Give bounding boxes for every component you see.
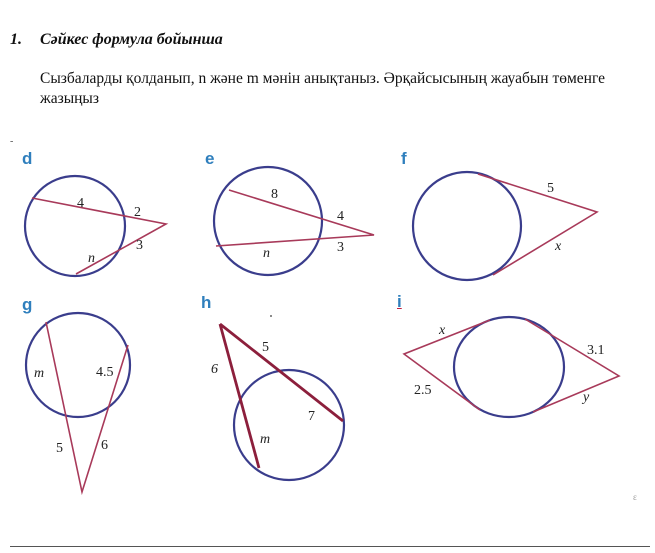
figure-e-value-4: 4	[337, 209, 344, 224]
figure-f-value-5: 5	[547, 181, 554, 196]
answer-line	[10, 546, 650, 547]
figure-h-value-m: m	[260, 432, 271, 447]
figure-i-right-tangents	[525, 319, 619, 412]
figure-label-g: g	[22, 295, 33, 314]
figure-label-d: d	[22, 149, 33, 168]
figure-g-value-5: 5	[56, 441, 63, 456]
figure-g-secants	[46, 322, 128, 492]
figure-f-value-x: x	[555, 239, 562, 254]
figure-f	[413, 172, 597, 280]
instruction-text: Сызбаларды қолданып, n және m мәнін анықтаныз. Әрқайсысының жауабын төменге жазыңыз	[40, 70, 605, 107]
figure-g-value-m: m	[34, 366, 45, 381]
figure-d-value-3: 3	[136, 238, 143, 253]
figure-i	[404, 317, 619, 417]
figure-i-value-3-1: 3.1	[587, 343, 605, 358]
figure-h-value-6: 6	[211, 362, 218, 377]
figure-f-circle	[413, 172, 521, 280]
figure-h-circle	[234, 370, 344, 480]
figure-g	[26, 313, 130, 492]
figure-e-value-n: n	[263, 246, 270, 261]
figure-label-f: f	[401, 149, 407, 168]
figure-g-circle	[26, 313, 130, 417]
figure-label-e: e	[205, 149, 215, 168]
corner-mark: ε	[633, 492, 637, 502]
figure-e-value-3: 3	[337, 240, 344, 255]
figure-g-value-4-5: 4.5	[96, 365, 114, 380]
figure-d-value-2: 2	[134, 205, 141, 220]
figure-label-i: i	[397, 292, 402, 311]
figure-h-value-7: 7	[308, 409, 315, 424]
exercise-title: Сәйкес формула бойынша	[40, 31, 223, 48]
figure-d-value-n: n	[88, 251, 95, 266]
figure-d-value-4: 4	[77, 196, 84, 211]
figure-h-value-5: 5	[262, 340, 269, 355]
figure-h	[211, 324, 344, 480]
figure-d-secants	[32, 198, 166, 274]
figure-e-value-8: 8	[271, 187, 278, 202]
figure-d	[25, 176, 166, 276]
figure-d-circle	[25, 176, 125, 276]
figure-g-value-6: 6	[101, 438, 108, 453]
figure-f-tangents	[478, 174, 597, 275]
figure-i-value-x: x	[439, 323, 446, 338]
exercise-number: 1.	[10, 31, 22, 48]
figure-i-value-2-5: 2.5	[414, 383, 432, 398]
figure-label-h: h	[201, 293, 212, 312]
figure-e-secants	[216, 190, 374, 246]
stray-mark: -	[10, 136, 14, 147]
figure-e	[214, 167, 374, 275]
figure-i-value-y: y	[583, 390, 590, 405]
stray-dot	[270, 315, 272, 317]
